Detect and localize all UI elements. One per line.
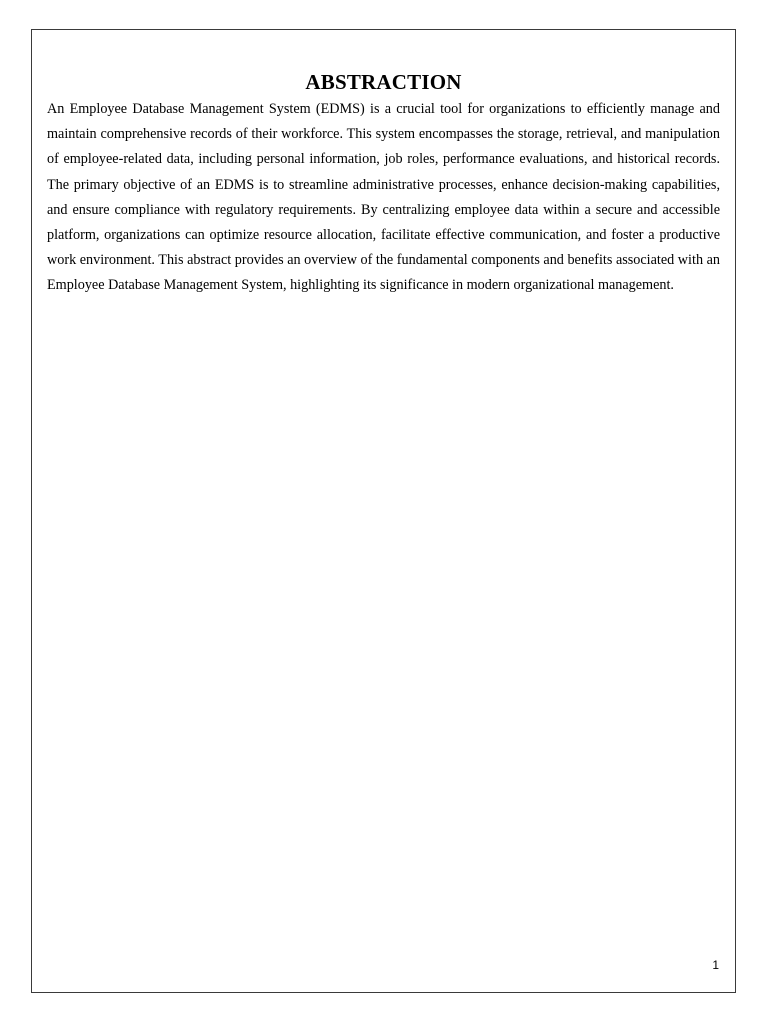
page-border [31, 29, 736, 993]
page-number: 1 [712, 958, 719, 972]
abstract-paragraph: An Employee Database Management System (EDMS) is a crucial tool for organizations to efficiently manage and maintain comprehensive records of their workforce. This system encompasses the storage, retrieval, and manipulation of employee-related data, including personal information, job roles, performance evaluations, and historical records. The primary objective of an EDMS is to streamline administrative processes, enhance decision-making capabilities, and ensure compliance with regulatory requirements. By centralizing employee data within a secure and accessible platform, organizations can optimize resource allocation, facilitate effective communication, and foster a productive work environment. This abstract provides an overview of the fundamental components and benefits associated with an Employee Database Management System, highlighting its significance in modern organizational management. [47, 101, 720, 294]
page-title: ABSTRACTION [305, 70, 462, 94]
